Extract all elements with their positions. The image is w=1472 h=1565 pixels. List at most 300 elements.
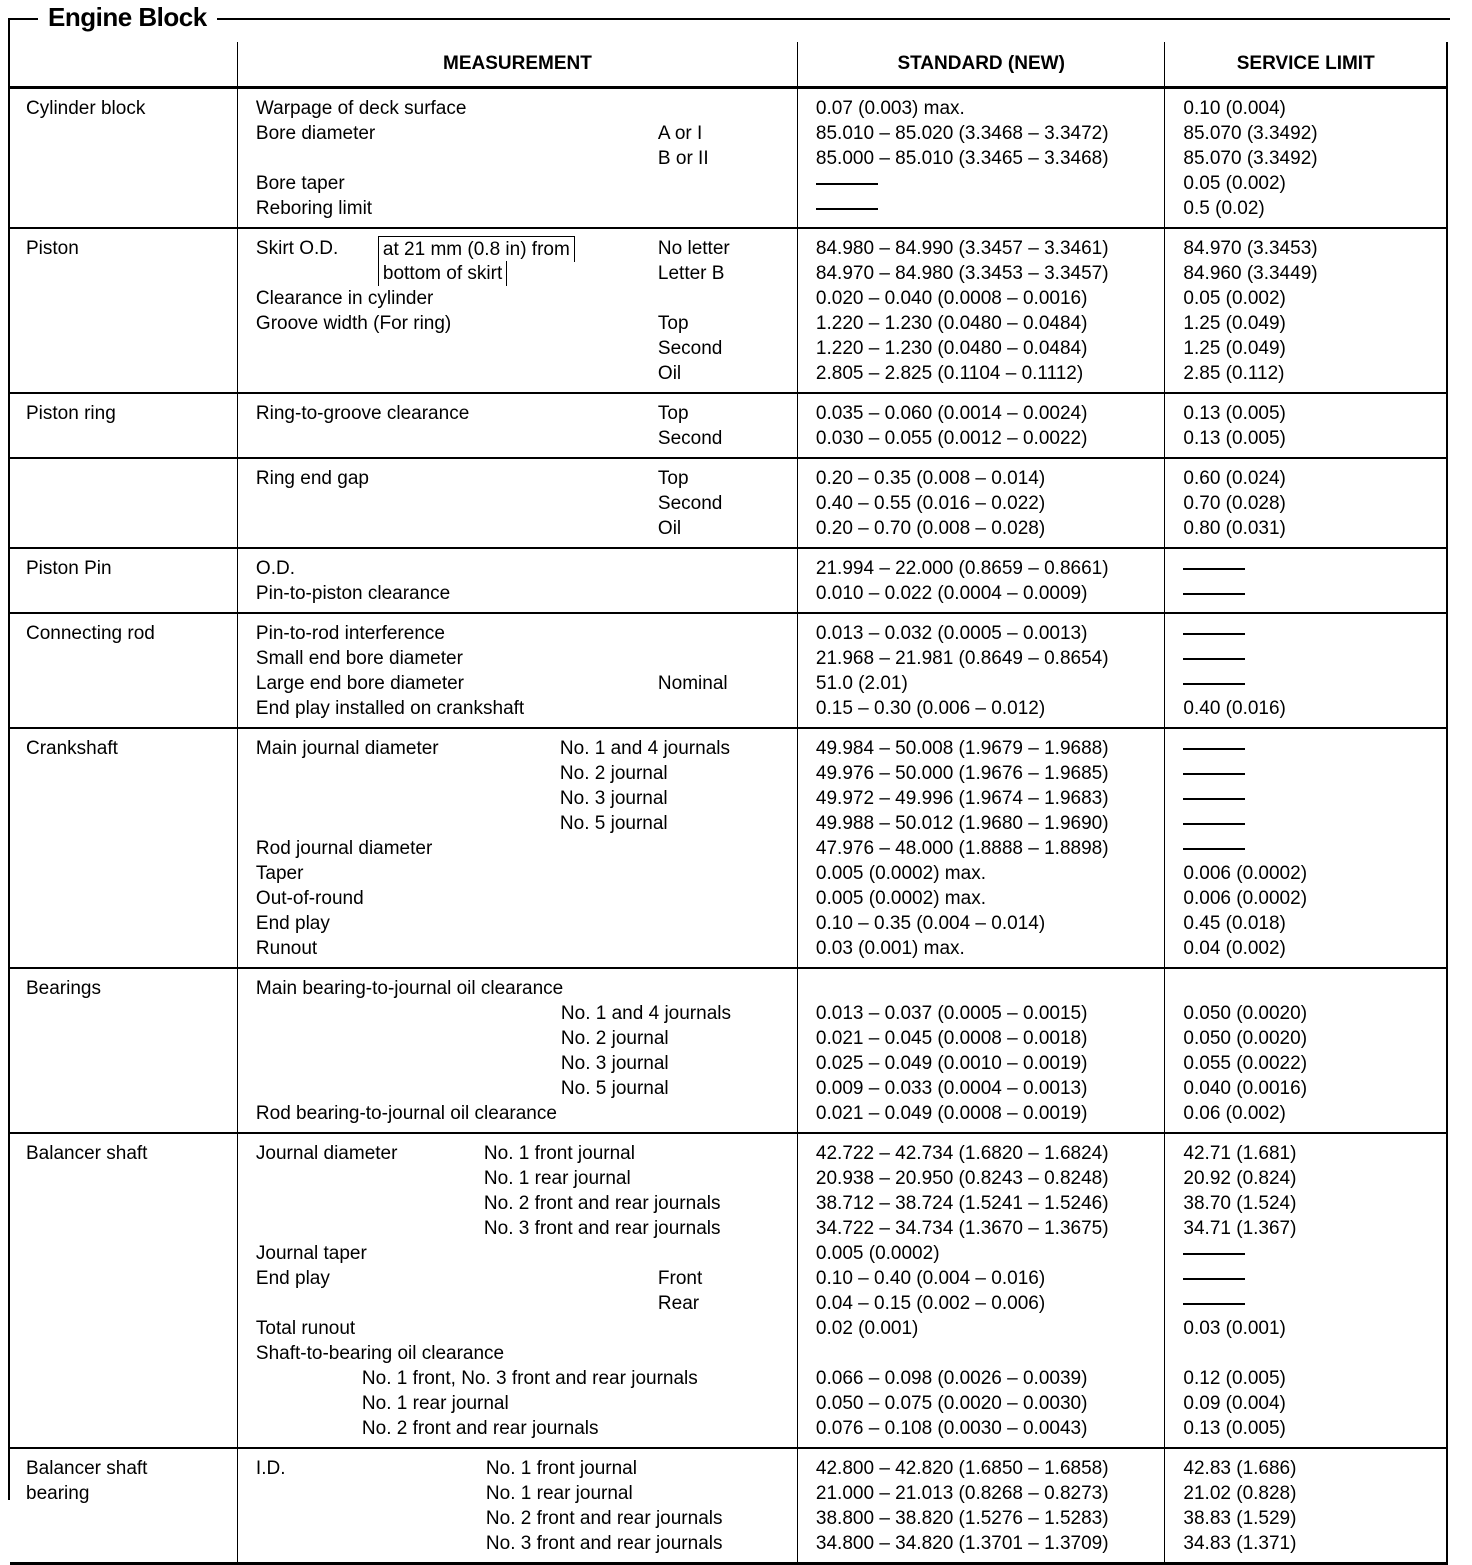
standard-value-line [798, 1266, 1165, 1291]
measurement-line [238, 1166, 797, 1191]
standard-value-line [798, 1191, 1165, 1216]
standard-value: 49.984 – 50.008 (1.9679 – 1.9688) [815, 738, 1109, 759]
service-limit-cell [1165, 968, 1447, 1133]
measurement-qualifier: Letter B [657, 263, 725, 284]
measurement-cell [237, 613, 797, 728]
service-limit-value-line [1165, 811, 1446, 836]
service-limit-cell [1165, 458, 1447, 548]
table-section-row [10, 228, 1447, 393]
not-applicable-dash [1183, 683, 1245, 685]
measurement-line [238, 1001, 797, 1026]
not-applicable-dash [816, 208, 878, 210]
standard-value-line [798, 886, 1165, 911]
measurement-cell [237, 968, 797, 1133]
standard-value: 0.15 – 0.30 (0.006 – 0.012) [815, 698, 1046, 719]
standard-value-line [798, 1481, 1165, 1506]
category-label: Bearings [26, 978, 101, 999]
standard-cell [797, 88, 1165, 229]
standard-value-line [798, 1001, 1165, 1026]
service-limit-value-line [1165, 581, 1446, 606]
measurement-qualifier: Front [657, 1268, 703, 1289]
standard-value: 0.07 (0.003) max. [815, 98, 965, 119]
service-limit-value: 20.92 (0.824) [1183, 1168, 1297, 1189]
standard-value: 47.976 – 48.000 (1.8888 – 1.8898) [815, 838, 1109, 859]
service-limit-value-line [1165, 1241, 1446, 1266]
category-label: Connecting rod [26, 623, 155, 644]
service-limit-value: 0.050 (0.0020) [1183, 1028, 1308, 1049]
service-limit-value-line [1165, 361, 1446, 386]
service-limit-value-line [1165, 1076, 1446, 1101]
service-limit-cell [1165, 228, 1447, 393]
standard-value-line [798, 811, 1165, 836]
service-limit-value-line [1165, 836, 1446, 861]
standard-value-line [798, 196, 1165, 221]
service-limit-value-line [1165, 976, 1446, 1001]
standard-value-line [798, 236, 1165, 261]
service-limit-value-line [1165, 646, 1446, 671]
not-applicable-dash [1183, 568, 1245, 570]
service-limit-value-line [1165, 761, 1446, 786]
measurement-label: Out-of-round [255, 888, 364, 909]
measurement-qualifier: Second [657, 493, 723, 514]
service-limit-value: 0.70 (0.028) [1183, 493, 1286, 514]
standard-value-line [798, 516, 1165, 541]
measurement-label: I.D. [255, 1458, 286, 1479]
standard-value-line [798, 146, 1165, 171]
standard-value-line [798, 786, 1165, 811]
measurement-label: Pin-to-piston clearance [255, 583, 451, 604]
measurement-line [238, 1341, 797, 1366]
standard-cell [797, 613, 1165, 728]
service-limit-value: 0.13 (0.005) [1183, 403, 1286, 424]
service-limit-value-line [1165, 1216, 1446, 1241]
category-label: Piston [26, 238, 79, 259]
measurement-label: O.D. [255, 558, 295, 579]
standard-value-line [798, 1076, 1165, 1101]
measurement-label: Main bearing-to-journal oil clearance [255, 978, 564, 999]
service-limit-value: 84.960 (3.3449) [1183, 263, 1318, 284]
measurement-line [238, 1266, 797, 1291]
service-limit-value-line [1165, 426, 1446, 451]
standard-cell [797, 228, 1165, 393]
service-limit-value-line [1165, 1141, 1446, 1166]
table-section-row [10, 728, 1447, 968]
measurement-label: End play [255, 1268, 330, 1289]
standard-value: 1.220 – 1.230 (0.0480 – 0.0484) [815, 338, 1088, 359]
measurement-line [238, 1531, 797, 1556]
measurement-qualifier: Oil [657, 363, 682, 384]
standard-value: 85.000 – 85.010 (3.3465 – 3.3468) [815, 148, 1109, 169]
standard-value-line [798, 621, 1165, 646]
measurement-line [238, 1291, 797, 1316]
category-label: Cylinder block [26, 98, 146, 119]
category-cell [10, 728, 237, 968]
measurement-line [238, 426, 797, 451]
service-limit-value-line [1165, 491, 1446, 516]
category-cell [10, 548, 237, 613]
standard-value: 0.020 – 0.040 (0.0008 – 0.0016) [815, 288, 1088, 309]
standard-value-line [798, 671, 1165, 696]
service-limit-value: 42.83 (1.686) [1183, 1458, 1297, 1479]
standard-value: 51.0 (2.01) [815, 673, 908, 694]
standard-value: 0.013 – 0.032 (0.0005 – 0.0013) [815, 623, 1088, 644]
service-limit-value-line [1165, 286, 1446, 311]
measurement-line [238, 1481, 797, 1506]
measurement-label: Skirt O.D. [255, 238, 339, 259]
standard-value: 0.10 – 0.35 (0.004 – 0.014) [815, 913, 1046, 934]
service-limit-value: 0.06 (0.002) [1183, 1103, 1286, 1124]
measurement-cell [237, 228, 797, 393]
service-limit-value-line [1165, 1101, 1446, 1126]
service-limit-value-line [1165, 466, 1446, 491]
service-limit-value: 0.10 (0.004) [1183, 98, 1286, 119]
standard-value: 21.968 – 21.981 (0.8649 – 0.8654) [815, 648, 1109, 669]
service-limit-value-line [1165, 556, 1446, 581]
standard-cell [797, 548, 1165, 613]
measurement-subitem: No. 2 front and rear journals [361, 1418, 599, 1439]
measurement-qualifier: B or II [657, 148, 709, 169]
service-limit-value: 0.03 (0.001) [1183, 1318, 1286, 1339]
standard-value: 0.025 – 0.049 (0.0010 – 0.0019) [815, 1053, 1088, 1074]
service-limit-value-line [1165, 311, 1446, 336]
measurement-label: Bore taper [255, 173, 345, 194]
standard-value: 42.722 – 42.734 (1.6820 – 1.6824) [815, 1143, 1109, 1164]
measurement-line [238, 761, 797, 786]
measurement-label: Total runout [255, 1318, 356, 1339]
standard-value: 20.938 – 20.950 (0.8243 – 0.8248) [815, 1168, 1109, 1189]
standard-value: 0.030 – 0.055 (0.0012 – 0.0022) [815, 428, 1088, 449]
service-limit-value: 0.60 (0.024) [1183, 468, 1286, 489]
measurement-qualifier: No. 2 journal [559, 763, 668, 784]
measurement-qualifier: Second [657, 428, 723, 449]
standard-value-line [798, 1051, 1165, 1076]
service-limit-value-line [1165, 1166, 1446, 1191]
standard-value-line [798, 861, 1165, 886]
standard-value-line [798, 466, 1165, 491]
measurement-cell [237, 458, 797, 548]
standard-value: 21.994 – 22.000 (0.8659 – 0.8661) [815, 558, 1109, 579]
service-limit-value-line [1165, 236, 1446, 261]
category-label: Piston ring [26, 403, 116, 424]
category-cell [10, 228, 237, 393]
measurement-line [238, 1191, 797, 1216]
standard-value-line [798, 361, 1165, 386]
not-applicable-dash [1183, 848, 1245, 850]
measurement-qualifier: No. 1 rear journal [485, 1483, 633, 1504]
service-limit-value: 0.45 (0.018) [1183, 913, 1286, 934]
standard-value-line [798, 1416, 1165, 1441]
service-limit-value-line [1165, 911, 1446, 936]
header-measurement: MEASUREMENT [237, 42, 797, 88]
standard-value: 38.712 – 38.724 (1.5241 – 1.5246) [815, 1193, 1109, 1214]
service-limit-value-line [1165, 1291, 1446, 1316]
measurement-label: Rod bearing-to-journal oil clearance [255, 1103, 557, 1124]
measurement-line [238, 911, 797, 936]
category-label: Crankshaft [26, 738, 118, 759]
service-limit-cell [1165, 1133, 1447, 1448]
measurement-cell [237, 1133, 797, 1448]
service-limit-cell [1165, 548, 1447, 613]
measurement-line [238, 936, 797, 961]
measurement-label: End play [255, 913, 330, 934]
service-limit-value-line [1165, 1531, 1446, 1556]
category-cell [10, 458, 237, 548]
measurement-line [238, 466, 797, 491]
standard-value: 0.021 – 0.049 (0.0008 – 0.0019) [815, 1103, 1088, 1124]
standard-cell [797, 1448, 1165, 1564]
service-limit-value: 0.050 (0.0020) [1183, 1003, 1308, 1024]
service-limit-value-line [1165, 861, 1446, 886]
measurement-label: Journal taper [255, 1243, 367, 1264]
standard-value-line [798, 1391, 1165, 1416]
service-limit-value-line [1165, 786, 1446, 811]
standard-value-line [798, 1366, 1165, 1391]
standard-value-line [798, 581, 1165, 606]
service-limit-cell [1165, 393, 1447, 458]
category-label: Piston Pin [26, 558, 112, 579]
standard-cell [797, 1133, 1165, 1448]
service-limit-value-line [1165, 696, 1446, 721]
measurement-line [238, 96, 797, 121]
standard-value-line [798, 171, 1165, 196]
standard-value-line [798, 1341, 1165, 1366]
standard-value-line [798, 646, 1165, 671]
standard-value: 21.000 – 21.013 (0.8268 – 0.8273) [815, 1483, 1109, 1504]
standard-value: 49.976 – 50.000 (1.9676 – 1.9685) [815, 763, 1109, 784]
service-limit-value: 0.12 (0.005) [1183, 1368, 1286, 1389]
service-limit-cell [1165, 613, 1447, 728]
measurement-qualifier: No. 3 journal [560, 1053, 669, 1074]
measurement-qualifier: A or I [657, 123, 703, 144]
service-limit-value-line [1165, 1001, 1446, 1026]
measurement-qualifier: Oil [657, 518, 682, 539]
standard-value: 0.005 (0.0002) max. [815, 863, 986, 884]
service-limit-value-line [1165, 261, 1446, 286]
standard-value: 0.04 – 0.15 (0.002 – 0.006) [815, 1293, 1046, 1314]
standard-value: 0.10 – 0.40 (0.004 – 0.016) [815, 1268, 1046, 1289]
service-limit-value-line [1165, 146, 1446, 171]
service-limit-value-line [1165, 1191, 1446, 1216]
standard-value: 85.010 – 85.020 (3.3468 – 3.3472) [815, 123, 1109, 144]
service-limit-value: 0.05 (0.002) [1183, 173, 1286, 194]
service-limit-value-line [1165, 1366, 1446, 1391]
header-standard: STANDARD (NEW) [797, 42, 1165, 88]
not-applicable-dash [1183, 633, 1245, 635]
category-cell [10, 1133, 237, 1448]
standard-value: 0.009 – 0.033 (0.0004 – 0.0013) [815, 1078, 1088, 1099]
standard-value: 0.035 – 0.060 (0.0014 – 0.0024) [815, 403, 1088, 424]
standard-value: 34.722 – 34.734 (1.3670 – 1.3675) [815, 1218, 1109, 1239]
measurement-qualifier: No. 1 front journal [485, 1458, 637, 1479]
service-limit-value: 0.13 (0.005) [1183, 1418, 1286, 1439]
standard-value-line [798, 401, 1165, 426]
measurement-line [238, 1391, 797, 1416]
category-cell [10, 1448, 237, 1564]
service-limit-value-line [1165, 1026, 1446, 1051]
not-applicable-dash [1183, 1253, 1245, 1255]
table-section-row [10, 393, 1447, 458]
standard-value-line [798, 1166, 1165, 1191]
measurement-qualifier: Top [657, 468, 689, 489]
measurement-line [238, 1076, 797, 1101]
not-applicable-dash [1183, 1278, 1245, 1280]
measurement-line [238, 696, 797, 721]
service-limit-value-line [1165, 671, 1446, 696]
measurement-qualifier: No. 2 journal [560, 1028, 669, 1049]
measurement-line [238, 621, 797, 646]
measurement-line [238, 581, 797, 606]
standard-value-line [798, 491, 1165, 516]
not-applicable-dash [1183, 748, 1245, 750]
standard-value-line [798, 336, 1165, 361]
service-limit-value: 0.09 (0.004) [1183, 1393, 1286, 1414]
measurement-cell [237, 548, 797, 613]
measurement-label: Journal diameter [255, 1143, 398, 1164]
measurement-qualifier: No. 1 rear journal [483, 1168, 631, 1189]
category-label: Balancer shaft [26, 1143, 148, 1164]
standard-value: 0.050 – 0.075 (0.0020 – 0.0030) [815, 1393, 1088, 1414]
standard-value-line [798, 736, 1165, 761]
table-header-row [10, 42, 1447, 88]
service-limit-value-line [1165, 1266, 1446, 1291]
measurement-label: Groove width (For ring) [255, 313, 452, 334]
service-limit-value-line [1165, 736, 1446, 761]
measurement-line [238, 646, 797, 671]
measurement-label: Runout [255, 938, 318, 959]
service-limit-value-line [1165, 1391, 1446, 1416]
measurement-line [238, 361, 797, 386]
category-label: Balancer shaft [26, 1458, 148, 1479]
not-applicable-dash [1183, 658, 1245, 660]
service-limit-value-line [1165, 886, 1446, 911]
measurement-qualifier: No. 2 front and rear journals [485, 1508, 723, 1529]
measurement-line [238, 286, 797, 311]
measurement-subitem: No. 1 front, No. 3 front and rear journals [361, 1368, 698, 1389]
service-limit-value: 0.04 (0.002) [1183, 938, 1286, 959]
measurement-label: Main journal diameter [255, 738, 439, 759]
measurement-line [238, 516, 797, 541]
measurement-line [238, 1416, 797, 1441]
measurement-line [238, 1241, 797, 1266]
standard-cell [797, 393, 1165, 458]
service-limit-cell [1165, 88, 1447, 229]
table-body [10, 88, 1447, 1564]
measurement-qualifier: Nominal [657, 673, 728, 694]
measurement-line [238, 171, 797, 196]
measurement-cell [237, 393, 797, 458]
service-limit-value-line [1165, 621, 1446, 646]
measurement-line [238, 491, 797, 516]
service-limit-value-line [1165, 1051, 1446, 1076]
service-limit-value: 42.71 (1.681) [1183, 1143, 1297, 1164]
standard-value: 0.20 – 0.70 (0.008 – 0.028) [815, 518, 1046, 539]
standard-value: 2.805 – 2.825 (0.1104 – 0.1112) [815, 363, 1084, 384]
standard-value: 84.980 – 84.990 (3.3457 – 3.3461) [815, 238, 1109, 259]
measurement-qualifier: Top [657, 403, 689, 424]
table-section-row [10, 88, 1447, 229]
measurement-line [238, 121, 797, 146]
standard-cell [797, 458, 1165, 548]
service-limit-value-line [1165, 1316, 1446, 1341]
page-title: Engine Block [38, 2, 217, 33]
measurement-line [238, 1026, 797, 1051]
engine-block-spec-table [10, 42, 1448, 1565]
service-limit-value: 85.070 (3.3492) [1183, 123, 1318, 144]
measurement-line [238, 671, 797, 696]
measurement-label: End play installed on crankshaft [255, 698, 525, 719]
measurement-cell [237, 728, 797, 968]
service-limit-value-line [1165, 96, 1446, 121]
standard-value: 34.800 – 34.820 (1.3701 – 1.3709) [815, 1533, 1109, 1554]
measurement-label: Ring end gap [255, 468, 369, 489]
service-limit-value: 0.5 (0.02) [1183, 198, 1265, 219]
standard-value-line [798, 286, 1165, 311]
header-service-limit: SERVICE LIMIT [1165, 42, 1447, 88]
standard-value-line [798, 911, 1165, 936]
standard-value-line [798, 1291, 1165, 1316]
standard-value-line [798, 1316, 1165, 1341]
service-limit-value-line [1165, 1341, 1446, 1366]
service-limit-value: 0.006 (0.0002) [1183, 888, 1308, 909]
not-applicable-dash [1183, 773, 1245, 775]
measurement-line [238, 976, 797, 1001]
service-limit-value: 0.13 (0.005) [1183, 428, 1286, 449]
standard-cell [797, 728, 1165, 968]
measurement-qualifier: Top [657, 313, 689, 334]
measurement-line [238, 1051, 797, 1076]
measurement-label: Reboring limit [255, 198, 373, 219]
measurement-label: Pin-to-rod interference [255, 623, 445, 644]
measurement-qualifier: No. 1 front journal [483, 1143, 635, 1164]
measurement-line [238, 1316, 797, 1341]
standard-value-line [798, 426, 1165, 451]
service-limit-value: 0.40 (0.016) [1183, 698, 1286, 719]
standard-value: 49.972 – 49.996 (1.9674 – 1.9683) [815, 788, 1109, 809]
standard-value-line [798, 936, 1165, 961]
category-cell [10, 613, 237, 728]
skirt-note: bottom of skirt [378, 261, 507, 286]
measurement-label: Clearance in cylinder [255, 288, 434, 309]
service-limit-value-line [1165, 516, 1446, 541]
standard-value-line [798, 1026, 1165, 1051]
service-limit-value-line [1165, 1481, 1446, 1506]
service-limit-value-line [1165, 171, 1446, 196]
standard-value-line [798, 1101, 1165, 1126]
not-applicable-dash [1183, 798, 1245, 800]
measurement-qualifier: No. 3 front and rear journals [485, 1533, 723, 1554]
service-limit-value: 1.25 (0.049) [1183, 313, 1286, 334]
measurement-line [238, 311, 797, 336]
category-cell [10, 88, 237, 229]
measurement-line [238, 556, 797, 581]
measurement-qualifier: Second [657, 338, 723, 359]
measurement-line [238, 196, 797, 221]
measurement-cell [237, 1448, 797, 1564]
measurement-line [238, 861, 797, 886]
standard-value: 0.076 – 0.108 (0.0030 – 0.0043) [815, 1418, 1088, 1439]
service-limit-value: 0.055 (0.0022) [1183, 1053, 1308, 1074]
measurement-label: Bore diameter [255, 123, 376, 144]
measurement-label: Small end bore diameter [255, 648, 463, 669]
measurement-label: Taper [255, 863, 304, 884]
not-applicable-dash [1183, 823, 1245, 825]
service-limit-value: 0.05 (0.002) [1183, 288, 1286, 309]
standard-value: 0.010 – 0.022 (0.0004 – 0.0009) [815, 583, 1088, 604]
service-limit-value-line [1165, 196, 1446, 221]
standard-value-line [798, 556, 1165, 581]
service-limit-value: 38.83 (1.529) [1183, 1508, 1297, 1529]
measurement-label: Warpage of deck surface [255, 98, 467, 119]
